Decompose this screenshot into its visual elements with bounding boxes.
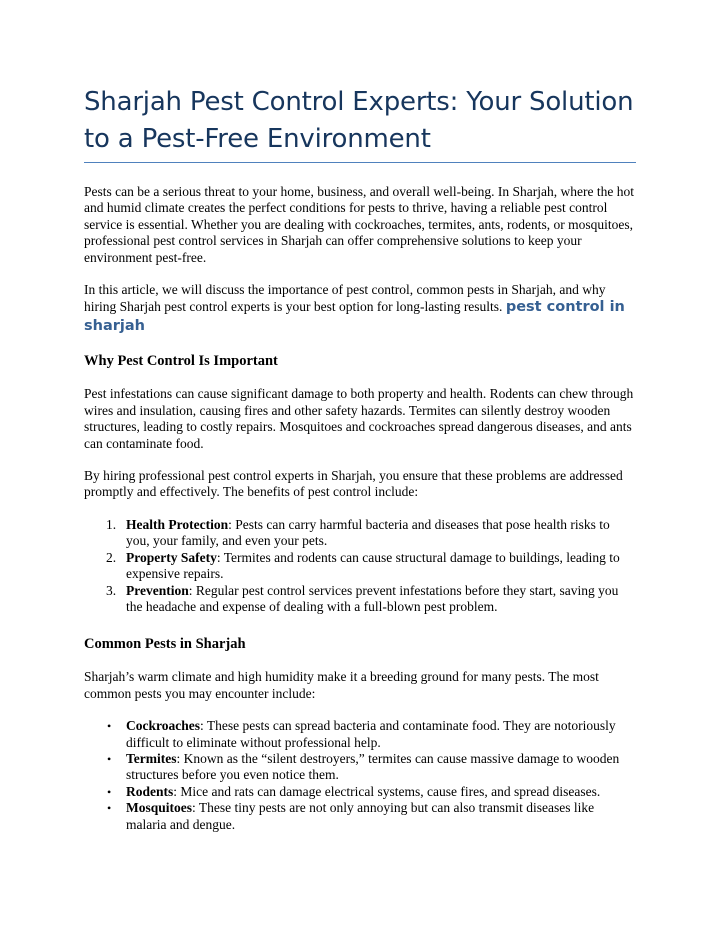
list-item bbox=[84, 517, 636, 550]
list-text: : Known as the “silent destroyers,” termites can cause massive damage to wooden structures before you even notice them. bbox=[126, 750, 620, 783]
benefits-list bbox=[84, 517, 636, 615]
list-item bbox=[84, 751, 636, 784]
list-text: : Regular pest control services prevent infestations before they start, saving you the headache and expense of dealing with a full-blown pest problem. bbox=[126, 582, 619, 614]
title-underline bbox=[84, 162, 636, 163]
article-intro-text: In this article, we will discuss the importance of pest control, common pests in Sharjah, and why hiring Sharjah pest control experts is your best option for long-lasting results. bbox=[84, 282, 606, 315]
list-number: 2. bbox=[106, 549, 117, 565]
list-item bbox=[84, 550, 636, 583]
list-term: Health Protection bbox=[126, 516, 229, 532]
bullet-icon: • bbox=[107, 719, 112, 734]
list-item bbox=[84, 784, 636, 800]
bullet-icon: • bbox=[107, 801, 112, 816]
list-text: : Termites and rodents can cause structural damage to buildings, leading to expensive repairs. bbox=[126, 549, 620, 582]
list-text: : These tiny pests are not only annoying but can also transmit diseases like malaria and dengue. bbox=[126, 800, 595, 832]
list-text: : Pests can carry harmful bacteria and diseases that pose health risks to you, your family, and even your pets. bbox=[126, 516, 610, 549]
benefits-intro-paragraph: By hiring professional pest control experts in Sharjah, you ensure that these problems are addressed promptly and effectively. The benefits of pest control include: bbox=[84, 468, 623, 500]
page-title: Sharjah Pest Control Experts: Your Solution to a Pest-Free Environment bbox=[84, 87, 634, 154]
intro-paragraph: Pests can be a serious threat to your home, business, and overall well-being. In Sharjah, where the hot and humid climate creates the perfect conditions for pests to thrive, having a reliable pest control service is essential. Whether you are dealing with cockroaches, termites, ants, rodents, or mosquitoes, professional pest control services in Sharjah can offer comprehensive solutions to keep your environment pest-free. bbox=[84, 184, 634, 265]
importance-paragraph: Pest infestations can cause significant damage to both property and health. Rodents can chew through wires and insulation, causing fires and other safety hazards. Termites can silently destroy wooden structures, leading to costly repairs. Mosquitoes and cockroaches spread dangerous diseases, and ants can contaminate food. bbox=[84, 386, 634, 451]
list-item bbox=[84, 800, 636, 833]
list-item bbox=[84, 718, 636, 751]
list-term: Mosquitoes bbox=[126, 800, 193, 816]
list-term: Property Safety bbox=[126, 549, 217, 565]
pests-list bbox=[84, 718, 636, 833]
list-number: 1. bbox=[106, 516, 117, 532]
list-term: Rodents bbox=[126, 783, 174, 799]
common-pests-paragraph: Sharjah’s warm climate and high humidity make it a breeding ground for many pests. The most common pests you may encounter include: bbox=[84, 669, 599, 701]
list-item bbox=[84, 583, 636, 616]
bullet-icon: • bbox=[107, 751, 112, 766]
list-text: : Mice and rats can damage electrical systems, cause fires, and spread diseases. bbox=[173, 783, 601, 799]
article-intro-paragraph bbox=[84, 282, 636, 336]
section-heading-common-pests: Common Pests in Sharjah bbox=[84, 636, 246, 653]
pest-control-link[interactable]: pest control in sharjah bbox=[84, 299, 625, 335]
list-text: : These pests can spread bacteria and contaminate food. They are notoriously difficult to eliminate without professional help. bbox=[126, 718, 616, 750]
list-term: Termites bbox=[126, 750, 177, 766]
list-number: 3. bbox=[106, 582, 117, 598]
section-heading-importance: Why Pest Control Is Important bbox=[84, 353, 278, 370]
list-term: Cockroaches bbox=[126, 718, 200, 734]
bullet-icon: • bbox=[107, 784, 112, 799]
list-term: Prevention bbox=[126, 582, 189, 598]
